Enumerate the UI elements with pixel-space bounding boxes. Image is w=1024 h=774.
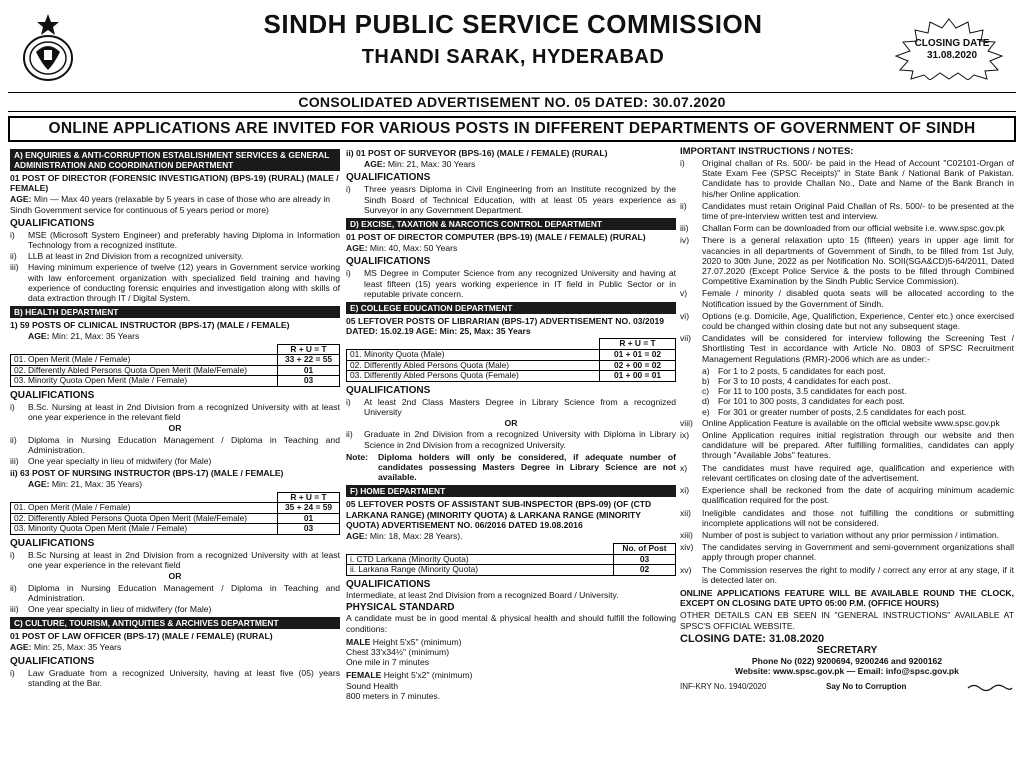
list-item: xiv) The candidates serving in Government and semi-government organizations shall apply through proper channel. — [680, 542, 1014, 563]
age-line: AGE: Min: 40, Max: 50 Years — [346, 243, 458, 254]
table-row: 03. Differently Abled Persons Quota (Female) 01 + 00 = 01 — [347, 371, 676, 382]
inf-number: INF-KRY No. 1940/2020 — [680, 681, 767, 691]
list-item: vi) Options (e.g. Domicile, Age, Qualifiction, Experience, Center etc.) once exercised could be changed within closing date but not any subsequent stage. — [680, 310, 1014, 332]
age-line: AGE: Min: 18, Max: 28 Years). — [346, 531, 463, 542]
post-title: 01 POST OF LAW OFFICER (BPS-17) (MALE / FEMALE) (RURAL) — [10, 631, 273, 642]
list-item: ii) LLB at least in 2nd Division from a recognized university. — [10, 251, 244, 262]
post-title: 01 POST OF DIRECTOR (FORENSIC INVESTIGATION) (BPS-19) (RURAL) (MALE / FEMALE) — [10, 173, 339, 194]
secretary-block — [680, 646, 1014, 676]
section-b-heading: B) HEALTH DEPARTMENT — [10, 306, 340, 318]
age-line: AGE: Min: 25, Max: 35 Years — [10, 642, 122, 653]
list-item: xii) Ineligible candidates and those not fulfilling the conditions or submitting incomplete applications will not be considered. — [680, 507, 1014, 528]
other-details: OTHER DETAILS CAN EB SEEN IN "GENERAL INSTRUCTIONS" AVAILABLE AT SPSC'S OFFICIAL WEBSITE. — [680, 610, 1014, 631]
advertisement-number: CONSOLIDATED ADVERTISEMENT NO. 05 DATED: 30.07.2020 — [8, 92, 1016, 112]
table-row: ii. Larkana Range (Minority Quota) 02 — [347, 565, 676, 576]
section-a-heading: A) ENQUIRIES & ANTI-CORRUPTION ESTABLISHMENT SERVICES & GENERAL ADMINISTRATION AND COORDINATION DEPARTMENT — [10, 149, 340, 171]
anti-corruption-slogan: Say No to Corruption — [825, 681, 907, 691]
closing-date-stamp — [890, 18, 1008, 80]
list-item: iii) Having minimum experience of twelve (12) years in Government service working with law enforcement organization with specialized field training and having experience of conducting forensic enquiries and investigation along with skills of data extraction through IT / Digital System. — [10, 262, 340, 304]
secretary-title: SECRETARY — [816, 644, 878, 656]
quota-table — [346, 338, 676, 381]
list-item: v) Female / minority / disabled quota seats will be allocated according to the Notification issued by the Government of Sindh. — [680, 288, 1014, 309]
table-row: 01. Open Merit (Male / Female) 35 + 24 = 59 — [11, 503, 340, 514]
qualifications-heading: QUALIFICATIONS — [346, 172, 431, 184]
list-item: i) MS Degree in Computer Science from any recognized University and having at least fifteen (15) years working experience in IT field in Public Sector or in reputable private concern. — [346, 268, 676, 299]
section-c-heading: C) CULTURE, TOURISM, ANTIQUITIES & ARCHIVES DEPARTMENT — [10, 617, 340, 629]
list-item: i) Law Graduate from a recognized University, having at least five (05) years standing at the Bar. — [10, 667, 340, 688]
urdu-slogan-icon — [966, 682, 1014, 692]
list-item: iii) Challan Form can be downloaded from our official website i.e. www.spsc.gov.pk — [680, 223, 1005, 234]
phone-numbers: Phone No (022) 9200694, 9200246 and 9200162 — [751, 655, 943, 666]
qualifications-heading: QUALIFICATIONS — [346, 256, 431, 268]
list-item: ii) Candidates must retain Original Paid Challan of Rs. 500/- to be presented at the time of pre-interview written test and interview. — [680, 200, 1014, 222]
table-row: 01. Minority Quota (Male) 01 + 01 = 02 — [347, 350, 676, 361]
page-header — [8, 6, 1016, 86]
female-standard: FEMALE Height 5'x2" (minimum) Sound Health 800 meters in 7 minutes. — [346, 670, 473, 701]
qualifications-heading: QUALIFICATIONS — [346, 579, 431, 591]
list-item: xv) The Commission reserves the right to modify / correct any error at any stage, if it is detected later on. — [680, 564, 1014, 585]
list-item: c) For 11 to 100 posts, 3.5 candidates for each post. — [702, 386, 907, 397]
table-row: 03. Minority Quota Open Merit (Male / Female) 03 — [11, 524, 340, 535]
commission-title: SINDH PUBLIC SERVICE COMMISSION — [263, 9, 763, 39]
list-item: iv) There is a general relaxation upto 15 (fifteen) years in upper age limit for vacancies in all departments of Government of Sindh, to be filled from 1st July, 2020 to 30th June, 2022 as per Notification No. SOII(SGA&CD)5-64/2011, Dated 27.07.2020 (Except Police Service & the posts to be filled through Combined Competitive Examination by the Sindh Public Service Commission). — [680, 235, 1014, 287]
table-row: 02. Differently Abled Persons Quota Open Merit (Male/Female) 01 — [11, 513, 340, 524]
section-e-heading: E) COLLEGE EDUCATION DEPARTMENT — [346, 302, 676, 314]
list-item: vii) Candidates will be considered for interview following the Screening Test / Shortlisting Test in accordance with Article No. 0803 of SPSC Recruitment Management Regulations (RMR)-2006 which are as under:- — [680, 333, 1014, 364]
post-count-table — [346, 543, 676, 576]
qualification-text: Intermediate, at least 2nd Division from a recognized Board / University. — [346, 590, 619, 601]
post-title: ii) 01 POST OF SURVEYOR (BPS-16) (MALE / FEMALE) (RURAL) — [346, 148, 608, 158]
list-item: i) MSE (Microsoft System Engineer) and preferably having Diploma in Information Technology from a recognized institute. — [10, 229, 340, 251]
column-left — [10, 146, 340, 689]
section-f-heading: F) HOME DEPARTMENT — [346, 485, 676, 497]
physical-intro: A candidate must be in good mental & physical health and should fulfill the following conditions: — [346, 613, 676, 634]
table-row: i. CTD Larkana (Minority Quota) 03 — [347, 554, 676, 565]
post-title: ii) 63 POST OF NURSING INSTRUCTOR (BPS-17) (MALE / FEMALE) — [10, 468, 284, 479]
or-separator: OR — [168, 423, 182, 434]
qualifications-heading: QUALIFICATIONS — [10, 217, 95, 229]
table-row: 02. Differently Abled Persons Quota Open Merit (Male/Female) 01 — [11, 365, 340, 376]
title-block — [198, 8, 828, 80]
column-middle — [346, 146, 676, 701]
age-line: AGE: Min: 21, Max: 35 Years — [28, 331, 140, 342]
section-d-heading: D) EXCISE, TAXATION & NARCOTICS CONTROL DEPARTMENT — [346, 218, 676, 230]
post-title: 05 LEFTOVER POSTS OF LIBRARIAN (BPS-17) ADVERTISEMENT NO. 03/2019 DATED: 15.02.19 AGE: Min: 25, Max: 35 Years — [346, 316, 665, 337]
list-item: b) For 3 to 10 posts, 4 candidates for each post. — [702, 376, 891, 387]
commission-address: THANDI SARAK, HYDERABAD — [361, 46, 665, 68]
footer — [680, 682, 1014, 692]
table-header: R + U = T — [600, 339, 676, 350]
website-email: Website: www.spsc.gov.pk — Email: info@spsc.gov.pk — [735, 665, 959, 676]
quota-table — [10, 492, 340, 535]
table-row: 03. Minority Quota Open Merit (Male / Female) 03 — [11, 376, 340, 387]
list-item: i) Original challan of Rs. 500/- be paid in the Head of Account "C02101-Organ of State Exam Fee (SPSC Receipts)" in State Bank / National Bank of Pakistan. Candidate has to provide Challan No., Date and Name of the Bank Branch in his/her Online application. — [680, 158, 1014, 199]
list-item: ii) Diploma in Nursing Education Management / Diploma in Teaching and Administration. — [10, 434, 340, 455]
or-separator: OR — [168, 571, 182, 582]
age-line: AGE: Min: 21, Max: 35 Years) — [28, 479, 143, 490]
list-item: x) The candidates must have required age, qualification and experience with relevant certificates on closing date of the advertisement. — [680, 462, 1014, 483]
headline-banner: ONLINE APPLICATIONS ARE INVITED FOR VARIOUS POSTS IN DIFFERENT DEPARTMENTS OF GOVERNMENT OF SINDH — [8, 116, 1016, 142]
note: Note: Diploma holders will only be considered, if adequate number of candidates possessing Masters Degree in Library Science are not available. — [346, 451, 676, 483]
qualifications-heading: QUALIFICATIONS — [10, 390, 95, 402]
qualifications-heading: QUALIFICATIONS — [10, 655, 95, 667]
table-header: No. of Post — [614, 544, 676, 555]
list-item: i) Three yeasrs Diploma in Civil Engineering from an Institute recognized by the Sindh Board of Technical Education, with at least 05 years experience as Surveyor in any Government Department. — [346, 184, 676, 215]
male-standard: MALE Height 5'x5" (minimum) Chest 33'x34½" (minimum) One mile in 7 minutes — [346, 636, 462, 668]
table-header: R + U = T — [278, 344, 340, 355]
quota-table — [10, 344, 340, 387]
post-title: 01 POST OF DIRECTOR COMPUTER (BPS-19) (MALE / FEMALE) (RURAL) — [346, 232, 646, 243]
stamp-label: CLOSING DATE — [914, 38, 990, 49]
or-separator: OR — [504, 418, 518, 429]
instructions-heading: IMPORTANT INSTRUCTIONS / NOTES: — [680, 146, 854, 157]
list-item: ix) Online Application requires initial registration through our website and then candidature will be prepared. After fulfilling formalities, candidates can apply through "Available Jobs" features. — [680, 430, 1014, 461]
spsc-emblem-icon — [20, 10, 76, 82]
physical-standard-heading: PHYSICAL STANDARD — [346, 602, 455, 614]
table-header: R + U = T — [278, 492, 340, 503]
age-line: AGE: Min: 21, Max: 30 Years — [364, 159, 476, 170]
qualifications-heading: QUALIFICATIONS — [10, 538, 95, 550]
table-row: 02. Differently Abled Persons Quota (Male) 02 + 00 = 02 — [347, 360, 676, 371]
stamp-date: 31.08.2020 — [926, 50, 978, 61]
table-row: 01. Open Merit (Male / Female) 33 + 22 = 55 — [11, 355, 340, 366]
closing-date: CLOSING DATE: 31.08.2020 — [680, 632, 825, 645]
list-item: i) At least 2nd Class Masters Degree in Library Science from a recognized University — [346, 396, 676, 418]
post-title: 05 LEFTOVER POSTS OF ASSISTANT SUB-INSPECTOR (BPS-09) (OF (CTD LARKANA RANGE) (MINORITY QUOTA) & LARKANA RANGE (MINORITY QUOTA) ADVERTISEMENT NO. 06/2016 DATED 19.08.2016 — [346, 499, 652, 530]
column-right — [680, 146, 1014, 692]
age-line: AGE: Min — Max 40 years (relaxable by 5 years in case of those who are already in Sindh Government service for continuous of 5 years period or more) — [10, 194, 331, 215]
list-item: viii) Online Application Feature is available on the official website www.spsc.gov.pk — [680, 417, 1000, 428]
list-item: i) B.Sc. Nursing at least in 2nd Division from a recognized University with at least one year experience in the relevant field — [10, 402, 340, 423]
list-item: e) For 301 or greater number of posts, 2.5 candidates for each post. — [702, 406, 967, 417]
list-item: xi) Experience shall be reckoned from the date of acquiring minimum academic qualification required for the post. — [680, 485, 1014, 506]
online-notice: ONLINE APPLICATIONS FEATURE WILL BE AVAILABLE ROUND THE CLOCK, EXCEPT ON CLOSING DATE UPTO 05:00 P.M. (OFFICE HOURS) — [680, 587, 1014, 609]
list-item: iii) One year specialty in lieu of midwifery (for Male) — [10, 604, 212, 615]
list-item: ii) Diploma in Nursing Education Management / Diploma in Teaching and Administration. — [10, 582, 340, 603]
post-title: 1) 59 POSTS OF CLINICAL INSTRUCTOR (BPS-17) (MALE / FEMALE) — [10, 320, 290, 331]
list-item: i) B.Sc Nursing at least in 2nd Division from a recognized University with at least one year experience in the relevant field — [10, 550, 340, 571]
list-item: a) For 1 to 2 posts, 5 candidates for each post. — [702, 365, 886, 376]
list-item: ii) Graduate in 2nd Division from a recognized University with Diploma in Library Science in 2nd Division from a recognized University. — [346, 429, 676, 450]
list-item: xiii) Number of post is subject to variation without any prior permission / intimation. — [680, 529, 1000, 540]
list-item: iii) One year specialty in lieu of midwifery (for Male) — [10, 456, 212, 467]
qualifications-heading: QUALIFICATIONS — [346, 384, 431, 396]
list-item: d) For 101 to 300 posts, 3 candidates for each post. — [702, 396, 905, 407]
